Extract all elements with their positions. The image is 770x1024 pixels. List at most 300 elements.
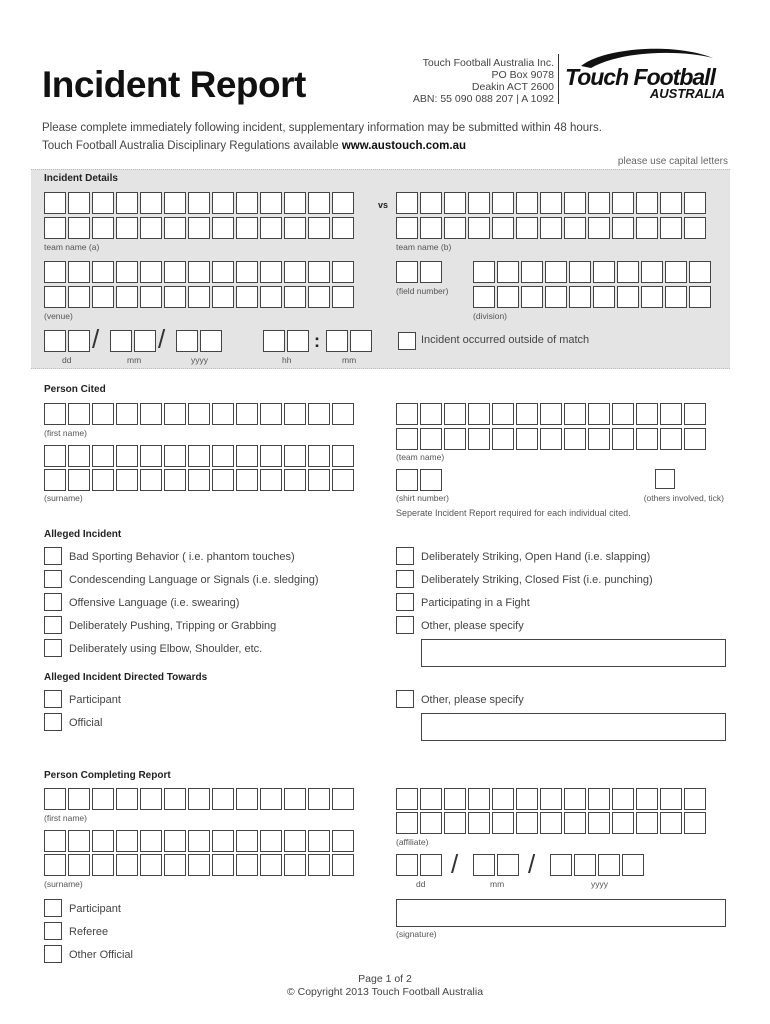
character-box[interactable]	[593, 261, 615, 283]
character-box[interactable]	[92, 445, 114, 467]
character-box[interactable]	[588, 192, 610, 214]
completer-yyyy-boxes[interactable]	[550, 854, 644, 876]
character-box[interactable]	[521, 286, 543, 308]
character-box[interactable]	[636, 788, 658, 810]
character-box[interactable]	[44, 192, 66, 214]
character-box[interactable]	[263, 330, 285, 352]
character-box[interactable]	[332, 286, 354, 308]
character-box[interactable]	[420, 469, 442, 491]
character-box[interactable]	[550, 854, 572, 876]
character-box[interactable]	[420, 261, 442, 283]
cited-team-name-boxes-row1[interactable]	[396, 403, 706, 425]
character-box[interactable]	[612, 217, 634, 239]
character-box[interactable]	[492, 192, 514, 214]
character-box[interactable]	[188, 217, 210, 239]
character-box[interactable]	[116, 830, 138, 852]
character-box[interactable]	[176, 330, 198, 352]
character-box[interactable]	[420, 854, 442, 876]
directed-other-checkbox[interactable]	[396, 690, 414, 708]
character-box[interactable]	[396, 403, 418, 425]
character-box[interactable]	[92, 192, 114, 214]
character-box[interactable]	[110, 330, 132, 352]
character-box[interactable]	[308, 854, 330, 876]
character-box[interactable]	[68, 192, 90, 214]
character-box[interactable]	[236, 403, 258, 425]
character-box[interactable]	[332, 261, 354, 283]
character-box[interactable]	[545, 286, 567, 308]
character-box[interactable]	[140, 261, 162, 283]
character-box[interactable]	[396, 217, 418, 239]
incident-option-checkbox[interactable]	[396, 570, 414, 588]
character-box[interactable]	[188, 854, 210, 876]
character-box[interactable]	[284, 403, 306, 425]
character-box[interactable]	[260, 286, 282, 308]
touch-football-logo	[563, 44, 733, 104]
character-box[interactable]	[622, 854, 644, 876]
character-box[interactable]	[660, 428, 682, 450]
character-box[interactable]	[44, 830, 66, 852]
character-box[interactable]	[516, 428, 538, 450]
character-box[interactable]	[636, 192, 658, 214]
character-box[interactable]	[350, 330, 372, 352]
character-box[interactable]	[236, 261, 258, 283]
character-box[interactable]	[164, 403, 186, 425]
character-box[interactable]	[612, 428, 634, 450]
incident-yyyy-boxes[interactable]	[176, 330, 222, 352]
character-box[interactable]	[68, 403, 90, 425]
character-box[interactable]	[92, 217, 114, 239]
character-box[interactable]	[540, 788, 562, 810]
character-box[interactable]	[284, 788, 306, 810]
character-box[interactable]	[284, 830, 306, 852]
incident-option-checkbox[interactable]	[44, 639, 62, 657]
character-box[interactable]	[236, 830, 258, 852]
character-box[interactable]	[140, 403, 162, 425]
incident-option-checkbox[interactable]	[396, 593, 414, 611]
character-box[interactable]	[516, 192, 538, 214]
character-box[interactable]	[308, 286, 330, 308]
character-box[interactable]	[332, 403, 354, 425]
directed-other-specify-field[interactable]	[421, 713, 726, 741]
completer-surname-boxes-row2[interactable]	[44, 854, 354, 876]
character-box[interactable]	[188, 469, 210, 491]
character-box[interactable]	[660, 192, 682, 214]
character-box[interactable]	[200, 330, 222, 352]
character-box[interactable]	[636, 217, 658, 239]
character-box[interactable]	[396, 261, 418, 283]
character-box[interactable]	[284, 261, 306, 283]
completer-surname-boxes-row1[interactable]	[44, 830, 354, 852]
character-box[interactable]	[116, 261, 138, 283]
character-box[interactable]	[236, 217, 258, 239]
character-box[interactable]	[260, 261, 282, 283]
character-box[interactable]	[212, 192, 234, 214]
character-box[interactable]	[116, 854, 138, 876]
character-box[interactable]	[516, 217, 538, 239]
character-box[interactable]	[188, 261, 210, 283]
character-box[interactable]	[68, 445, 90, 467]
field-number-boxes[interactable]	[396, 261, 442, 283]
character-box[interactable]	[492, 428, 514, 450]
character-box[interactable]	[444, 428, 466, 450]
character-box[interactable]	[68, 469, 90, 491]
character-box[interactable]	[92, 286, 114, 308]
character-box[interactable]	[44, 788, 66, 810]
character-box[interactable]	[236, 192, 258, 214]
character-box[interactable]	[134, 330, 156, 352]
character-box[interactable]	[660, 217, 682, 239]
character-box[interactable]	[497, 286, 519, 308]
character-box[interactable]	[473, 286, 495, 308]
character-box[interactable]	[588, 428, 610, 450]
character-box[interactable]	[212, 261, 234, 283]
character-box[interactable]	[420, 217, 442, 239]
character-box[interactable]	[92, 261, 114, 283]
character-box[interactable]	[68, 854, 90, 876]
character-box[interactable]	[332, 217, 354, 239]
character-box[interactable]	[497, 854, 519, 876]
character-box[interactable]	[540, 192, 562, 214]
character-box[interactable]	[44, 445, 66, 467]
character-box[interactable]	[396, 854, 418, 876]
shirt-number-boxes[interactable]	[396, 469, 442, 491]
character-box[interactable]	[420, 812, 442, 834]
character-box[interactable]	[660, 403, 682, 425]
character-box[interactable]	[116, 217, 138, 239]
character-box[interactable]	[473, 854, 495, 876]
character-box[interactable]	[44, 261, 66, 283]
character-box[interactable]	[92, 403, 114, 425]
character-box[interactable]	[636, 403, 658, 425]
character-box[interactable]	[308, 469, 330, 491]
character-box[interactable]	[116, 286, 138, 308]
character-box[interactable]	[68, 788, 90, 810]
character-box[interactable]	[569, 261, 591, 283]
character-box[interactable]	[44, 217, 66, 239]
character-box[interactable]	[164, 830, 186, 852]
character-box[interactable]	[684, 788, 706, 810]
character-box[interactable]	[236, 788, 258, 810]
incident-option-checkbox[interactable]	[396, 547, 414, 565]
character-box[interactable]	[569, 286, 591, 308]
incident-hh-boxes[interactable]	[263, 330, 309, 352]
character-box[interactable]	[212, 445, 234, 467]
team-b-boxes-row1[interactable]	[396, 192, 706, 214]
character-box[interactable]	[44, 286, 66, 308]
character-box[interactable]	[473, 261, 495, 283]
character-box[interactable]	[574, 854, 596, 876]
character-box[interactable]	[420, 403, 442, 425]
character-box[interactable]	[260, 854, 282, 876]
character-box[interactable]	[332, 854, 354, 876]
character-box[interactable]	[44, 469, 66, 491]
character-box[interactable]	[564, 403, 586, 425]
completer-participant-checkbox[interactable]	[44, 899, 62, 917]
character-box[interactable]	[284, 192, 306, 214]
character-box[interactable]	[140, 830, 162, 852]
character-box[interactable]	[396, 469, 418, 491]
character-box[interactable]	[188, 192, 210, 214]
character-box[interactable]	[332, 469, 354, 491]
character-box[interactable]	[284, 217, 306, 239]
character-box[interactable]	[44, 330, 66, 352]
character-box[interactable]	[612, 812, 634, 834]
incident-option-checkbox[interactable]	[44, 593, 62, 611]
character-box[interactable]	[188, 830, 210, 852]
character-box[interactable]	[116, 469, 138, 491]
character-box[interactable]	[212, 469, 234, 491]
character-box[interactable]	[521, 261, 543, 283]
character-box[interactable]	[260, 192, 282, 214]
character-box[interactable]	[236, 469, 258, 491]
character-box[interactable]	[140, 469, 162, 491]
character-box[interactable]	[164, 192, 186, 214]
character-box[interactable]	[598, 854, 620, 876]
incident-option-checkbox[interactable]	[44, 616, 62, 634]
character-box[interactable]	[92, 854, 114, 876]
character-box[interactable]	[44, 854, 66, 876]
character-box[interactable]	[68, 261, 90, 283]
character-box[interactable]	[588, 403, 610, 425]
character-box[interactable]	[641, 286, 663, 308]
character-box[interactable]	[116, 445, 138, 467]
character-box[interactable]	[308, 217, 330, 239]
character-box[interactable]	[588, 812, 610, 834]
character-box[interactable]	[516, 812, 538, 834]
outside-match-checkbox[interactable]	[398, 332, 416, 350]
character-box[interactable]	[540, 812, 562, 834]
official-checkbox[interactable]	[44, 713, 62, 731]
character-box[interactable]	[140, 286, 162, 308]
character-box[interactable]	[444, 217, 466, 239]
character-box[interactable]	[116, 403, 138, 425]
character-box[interactable]	[236, 286, 258, 308]
character-box[interactable]	[660, 788, 682, 810]
character-box[interactable]	[140, 445, 162, 467]
completer-dd-boxes[interactable]	[396, 854, 442, 876]
incident-dd-boxes[interactable]	[44, 330, 90, 352]
character-box[interactable]	[164, 261, 186, 283]
character-box[interactable]	[612, 403, 634, 425]
character-box[interactable]	[188, 788, 210, 810]
character-box[interactable]	[588, 217, 610, 239]
cited-first-name-boxes[interactable]	[44, 403, 354, 425]
affiliate-boxes-row2[interactable]	[396, 812, 706, 834]
character-box[interactable]	[540, 217, 562, 239]
participant-checkbox[interactable]	[44, 690, 62, 708]
character-box[interactable]	[164, 854, 186, 876]
character-box[interactable]	[308, 445, 330, 467]
incident-other-specify-field[interactable]	[421, 639, 726, 667]
completer-other-official-checkbox[interactable]	[44, 945, 62, 963]
character-box[interactable]	[212, 830, 234, 852]
division-boxes-row2[interactable]	[473, 286, 711, 308]
character-box[interactable]	[684, 403, 706, 425]
incident-option-checkbox[interactable]	[44, 547, 62, 565]
character-box[interactable]	[116, 192, 138, 214]
character-box[interactable]	[164, 469, 186, 491]
character-box[interactable]	[332, 445, 354, 467]
incident-option-checkbox[interactable]	[396, 616, 414, 634]
character-box[interactable]	[212, 286, 234, 308]
character-box[interactable]	[617, 286, 639, 308]
character-box[interactable]	[545, 261, 567, 283]
character-box[interactable]	[684, 217, 706, 239]
character-box[interactable]	[140, 788, 162, 810]
website-link[interactable]: www.austouch.com.au	[341, 140, 466, 152]
character-box[interactable]	[260, 788, 282, 810]
character-box[interactable]	[588, 788, 610, 810]
character-box[interactable]	[665, 261, 687, 283]
incident-option-checkbox[interactable]	[44, 570, 62, 588]
character-box[interactable]	[684, 192, 706, 214]
character-box[interactable]	[140, 854, 162, 876]
character-box[interactable]	[164, 286, 186, 308]
character-box[interactable]	[92, 788, 114, 810]
team-b-boxes-row2[interactable]	[396, 217, 706, 239]
cited-surname-boxes-row1[interactable]	[44, 445, 354, 467]
character-box[interactable]	[308, 261, 330, 283]
character-box[interactable]	[420, 428, 442, 450]
character-box[interactable]	[564, 812, 586, 834]
character-box[interactable]	[164, 445, 186, 467]
character-box[interactable]	[44, 403, 66, 425]
character-box[interactable]	[140, 192, 162, 214]
character-box[interactable]	[260, 469, 282, 491]
character-box[interactable]	[444, 192, 466, 214]
character-box[interactable]	[564, 788, 586, 810]
character-box[interactable]	[396, 788, 418, 810]
character-box[interactable]	[326, 330, 348, 352]
character-box[interactable]	[308, 403, 330, 425]
character-box[interactable]	[140, 217, 162, 239]
character-box[interactable]	[689, 261, 711, 283]
character-box[interactable]	[308, 788, 330, 810]
character-box[interactable]	[212, 403, 234, 425]
completer-mm-boxes[interactable]	[473, 854, 519, 876]
character-box[interactable]	[665, 286, 687, 308]
character-box[interactable]	[492, 788, 514, 810]
character-box[interactable]	[188, 403, 210, 425]
character-box[interactable]	[420, 788, 442, 810]
character-box[interactable]	[444, 788, 466, 810]
character-box[interactable]	[236, 445, 258, 467]
signature-field[interactable]	[396, 899, 726, 927]
character-box[interactable]	[308, 192, 330, 214]
character-box[interactable]	[260, 403, 282, 425]
character-box[interactable]	[612, 788, 634, 810]
character-box[interactable]	[92, 830, 114, 852]
character-box[interactable]	[641, 261, 663, 283]
character-box[interactable]	[68, 286, 90, 308]
team-a-boxes-row2[interactable]	[44, 217, 354, 239]
character-box[interactable]	[212, 788, 234, 810]
character-box[interactable]	[396, 192, 418, 214]
character-box[interactable]	[332, 192, 354, 214]
character-box[interactable]	[212, 854, 234, 876]
character-box[interactable]	[284, 445, 306, 467]
character-box[interactable]	[236, 854, 258, 876]
character-box[interactable]	[444, 403, 466, 425]
character-box[interactable]	[516, 788, 538, 810]
venue-boxes-row1[interactable]	[44, 261, 354, 283]
division-boxes-row1[interactable]	[473, 261, 711, 283]
character-box[interactable]	[260, 830, 282, 852]
character-box[interactable]	[689, 286, 711, 308]
character-box[interactable]	[284, 286, 306, 308]
character-box[interactable]	[308, 830, 330, 852]
character-box[interactable]	[497, 261, 519, 283]
team-a-boxes-row1[interactable]	[44, 192, 354, 214]
character-box[interactable]	[468, 403, 490, 425]
character-box[interactable]	[593, 286, 615, 308]
character-box[interactable]	[564, 428, 586, 450]
character-box[interactable]	[684, 812, 706, 834]
character-box[interactable]	[684, 428, 706, 450]
character-box[interactable]	[68, 330, 90, 352]
incident-min-boxes[interactable]	[326, 330, 372, 352]
character-box[interactable]	[188, 286, 210, 308]
character-box[interactable]	[212, 217, 234, 239]
character-box[interactable]	[284, 469, 306, 491]
character-box[interactable]	[660, 812, 682, 834]
affiliate-boxes-row1[interactable]	[396, 788, 706, 810]
character-box[interactable]	[492, 217, 514, 239]
character-box[interactable]	[164, 788, 186, 810]
character-box[interactable]	[468, 812, 490, 834]
character-box[interactable]	[617, 261, 639, 283]
character-box[interactable]	[68, 217, 90, 239]
completer-referee-checkbox[interactable]	[44, 922, 62, 940]
completer-first-name-boxes[interactable]	[44, 788, 354, 810]
character-box[interactable]	[492, 812, 514, 834]
character-box[interactable]	[564, 192, 586, 214]
character-box[interactable]	[636, 812, 658, 834]
others-involved-checkbox[interactable]	[655, 469, 675, 489]
character-box[interactable]	[540, 403, 562, 425]
character-box[interactable]	[188, 445, 210, 467]
character-box[interactable]	[116, 788, 138, 810]
character-box[interactable]	[468, 428, 490, 450]
venue-boxes-row2[interactable]	[44, 286, 354, 308]
character-box[interactable]	[492, 403, 514, 425]
character-box[interactable]	[444, 812, 466, 834]
character-box[interactable]	[396, 428, 418, 450]
incident-mm-boxes[interactable]	[110, 330, 156, 352]
character-box[interactable]	[420, 192, 442, 214]
character-box[interactable]	[287, 330, 309, 352]
character-box[interactable]	[332, 830, 354, 852]
character-box[interactable]	[468, 788, 490, 810]
cited-surname-boxes-row2[interactable]	[44, 469, 354, 491]
character-box[interactable]	[468, 217, 490, 239]
character-box[interactable]	[164, 217, 186, 239]
character-box[interactable]	[92, 469, 114, 491]
character-box[interactable]	[396, 812, 418, 834]
character-box[interactable]	[260, 445, 282, 467]
character-box[interactable]	[68, 830, 90, 852]
character-box[interactable]	[468, 192, 490, 214]
character-box[interactable]	[284, 854, 306, 876]
character-box[interactable]	[636, 428, 658, 450]
cited-team-name-boxes-row2[interactable]	[396, 428, 706, 450]
character-box[interactable]	[332, 788, 354, 810]
character-box[interactable]	[564, 217, 586, 239]
character-box[interactable]	[540, 428, 562, 450]
character-box[interactable]	[516, 403, 538, 425]
character-box[interactable]	[260, 217, 282, 239]
character-box[interactable]	[612, 192, 634, 214]
